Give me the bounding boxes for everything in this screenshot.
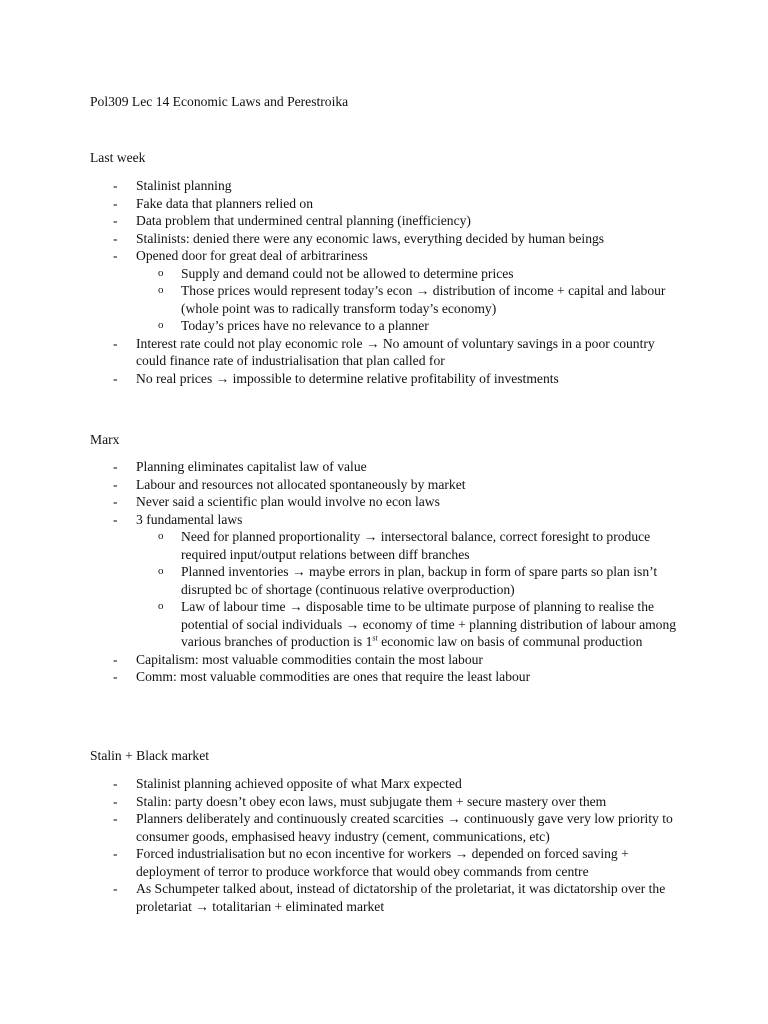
list-item: - Stalinists: denied there were any economic laws, everything decided by human beings <box>0 230 768 248</box>
list-item: - Opened door for great deal of arbitrariness o Supply and demand could not be allowed to determine prices o Those prices would represent today’s econ → distribution of income + capital and labour (whole point was to radically transform today’s economy) o Today’s prices have no relevance to a planner <box>0 247 768 335</box>
page-title: Pol309 Lec 14 Economic Laws and Perestroika <box>90 94 349 109</box>
list-item: - Forced industrialisation but no econ incentive for workers → depended on forced saving + deployment of terror to produce workforce that would obey commands from centre <box>0 845 768 880</box>
sub-list-item: o Planned inventories → maybe errors in plan, backup in form of spare parts so plan isn’t disrupted bc of shortage (continuous relative overproduction) <box>136 563 688 598</box>
sub-list-item <box>136 598 688 651</box>
list-item: - Planners deliberately and continuously created scarcities → continuously gave very low priority to consumer goods, emphasised heavy industry (cement, communications, etc) <box>0 810 768 845</box>
list-item: - No real prices → impossible to determine relative profitability of investments <box>0 370 768 388</box>
list-item: - 3 fundamental laws o Need for planned proportionality → intersectoral balance, correct foresight to produce required input/output relations between diff branches o Planned inventories → maybe errors in plan, backup in form of spare parts so plan isn’t disrupted bc of shortage (continuous relative overproduction) o Law of labour time → disposable time to be ultimate purpose of planning to realise the potential of social individuals → economy of time + planning distribution of labour among various branches of production is 1st economic law on basis of communal production <box>0 511 768 651</box>
list-item: - As Schumpeter talked about, instead of dictatorship of the proletariat, it was dictatorship over the proletariat → totalitarian + eliminated market <box>0 880 768 915</box>
section-heading-last-week: Last week <box>90 150 146 165</box>
sub-list-item: o Those prices would represent today’s econ → distribution of income + capital and labour (whole point was to radically transform today’s economy) <box>136 282 688 317</box>
marx-list <box>0 458 768 686</box>
sub-list-item: o Today’s prices have no relevance to a planner <box>136 317 688 335</box>
list-item: - Labour and resources not allocated spontaneously by market <box>0 476 768 494</box>
list-item: - Planning eliminates capitalist law of value <box>0 458 768 476</box>
sub-list <box>136 265 688 335</box>
sub-list-item: o Supply and demand could not be allowed to determine prices <box>136 265 688 283</box>
section-heading-marx: Marx <box>90 432 120 447</box>
list-item: - Stalinist planning achieved opposite of what Marx expected <box>0 775 768 793</box>
list-item: - Interest rate could not play economic role → No amount of voluntary savings in a poor country could finance rate of industrialisation that plan called for <box>0 335 768 370</box>
list-item: - Fake data that planners relied on <box>0 195 768 213</box>
list-item: - Capitalism: most valuable commodities contain the most labour <box>0 651 768 669</box>
list-item: - Never said a scientific plan would involve no econ laws <box>0 493 768 511</box>
law-labour-time-text: Law of labour time → disposable time to be ultimate purpose of planning to realise the potential of social individuals → economy of time + planning distribution of labour among various branches of production is 1st economic law on basis of communal production <box>181 599 677 649</box>
list-item: - Stalinist planning <box>0 177 768 195</box>
sub-list-item: o Need for planned proportionality → intersectoral balance, correct foresight to produce required input/output relations between diff branches <box>136 528 688 563</box>
sub-list <box>136 528 688 651</box>
section-heading-stalin-black-market: Stalin + Black market <box>90 748 210 763</box>
last-week-list <box>0 177 768 387</box>
list-item: - Stalin: party doesn’t obey econ laws, must subjugate them + secure mastery over them <box>0 793 768 811</box>
list-item: - Data problem that undermined central planning (inefficiency) <box>0 212 768 230</box>
list-item: - Comm: most valuable commodities are ones that require the least labour <box>0 668 768 686</box>
stalin-list <box>0 775 768 915</box>
